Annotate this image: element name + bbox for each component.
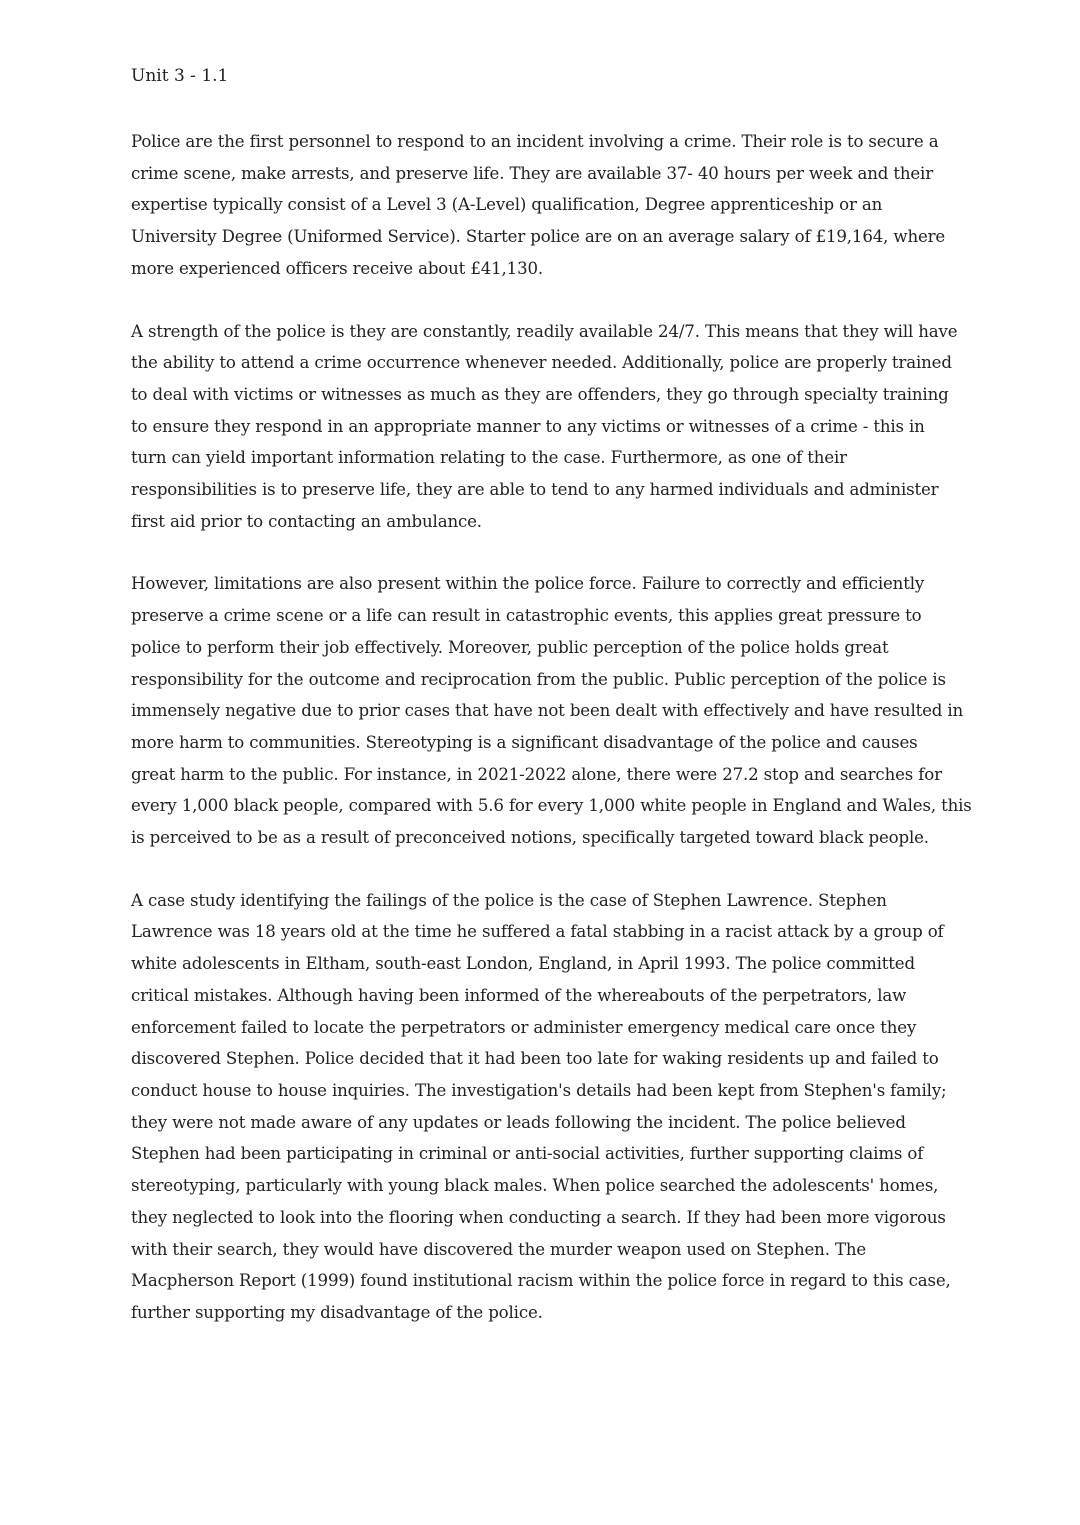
paragraph-line: white adolescents in Eltham, south-east London, England, in April 1993. The police committed (131, 954, 915, 974)
paragraph-line: the ability to attend a crime occurrence whenever needed. Additionally, police are properly trained (131, 353, 952, 373)
paragraph-line: turn can yield important information relating to the case. Furthermore, as one of their (131, 448, 847, 468)
paragraph-limitations (131, 568, 972, 853)
paragraph-line: first aid prior to contacting an ambulance. (131, 511, 482, 531)
paragraph-line: is perceived to be as a result of preconceived notions, specifically targeted toward black people. (131, 828, 929, 848)
paragraph-line: A strength of the police is they are constantly, readily available 24/7. This means that they will have (131, 321, 958, 341)
paragraph-line: Macpherson Report (1999) found institutional racism within the police force in regard to this case, (131, 1271, 951, 1291)
paragraph-line: responsibility for the outcome and reciprocation from the public. Public perception of the police is (131, 669, 946, 689)
paragraph-line: responsibilities is to preserve life, they are able to tend to any harmed individuals and administer (131, 480, 939, 500)
paragraph-case-study (131, 885, 953, 1329)
paragraph-line: discovered Stephen. Police decided that it had been too late for waking residents up and failed to (131, 1049, 939, 1069)
document-header: Unit 3 - 1.1 (131, 66, 229, 86)
paragraph-line: stereotyping, particularly with young black males. When police searched the adolescents' homes, (131, 1176, 939, 1196)
paragraph-line: great harm to the public. For instance, in 2021-2022 alone, there were 27.2 stop and searches for (131, 764, 942, 784)
paragraph-line: immensely negative due to prior cases that have not been dealt with effectively and have resulted in (131, 701, 964, 721)
paragraph-line: enforcement failed to locate the perpetrators or administer emergency medical care once they (131, 1017, 917, 1037)
paragraph-line: Stephen had been participating in criminal or anti-social activities, further supporting claims of (131, 1144, 924, 1164)
paragraph-line: expertise typically consist of a Level 3 (A-Level) qualification, Degree apprenticeship or an (131, 195, 883, 215)
paragraph-line: with their search, they would have discovered the murder weapon used on Stephen. The (131, 1239, 867, 1259)
paragraph-line: conduct house to house inquiries. The investigation's details had been kept from Stephen's family; (131, 1080, 947, 1100)
paragraph-line: critical mistakes. Although having been informed of the whereabouts of the perpetrators, law (131, 985, 907, 1005)
paragraph-line: Lawrence was 18 years old at the time he suffered a fatal stabbing in a racist attack by a group of (131, 922, 944, 942)
paragraph-line: more experienced officers receive about £41,130. (131, 258, 544, 278)
paragraph-line: more harm to communities. Stereotyping is a significant disadvantage of the police and causes (131, 732, 918, 752)
paragraph-line: However, limitations are also present within the police force. Failure to correctly and efficiently (131, 574, 925, 594)
paragraph-police-role (131, 126, 953, 285)
document-page (131, 60, 972, 1360)
paragraph-line: crime scene, make arrests, and preserve life. They are available 37- 40 hours per week and their (131, 163, 933, 183)
paragraph-line: police to perform their job effectively. Moreover, public perception of the police holds great (131, 637, 889, 657)
paragraph-line: to deal with victims or witnesses as much as they are offenders, they go through specialty training (131, 384, 949, 404)
paragraph-line: preserve a crime scene or a life can result in catastrophic events, this applies great pressure to (131, 606, 922, 626)
paragraph-line: further supporting my disadvantage of the police. (131, 1302, 543, 1322)
paragraph-line: every 1,000 black people, compared with 5.6 for every 1,000 white people in England and Wales, this (131, 796, 972, 816)
paragraph-strengths (131, 316, 958, 538)
paragraph-line: they neglected to look into the flooring when conducting a search. If they had been more vigorous (131, 1207, 946, 1227)
paragraph-line: to ensure they respond in an appropriate manner to any victims or witnesses of a crime - this in (131, 416, 925, 436)
paragraph-line: University Degree (Uniformed Service). Starter police are on an average salary of £19,164, where (131, 227, 946, 247)
paragraph-line: they were not made aware of any updates or leads following the incident. The police believed (131, 1112, 906, 1132)
paragraph-line: Police are the first personnel to respond to an incident involving a crime. Their role is to secure a (131, 132, 939, 151)
paragraph-line: A case study identifying the failings of the police is the case of Stephen Lawrence. Stephen (131, 890, 887, 910)
